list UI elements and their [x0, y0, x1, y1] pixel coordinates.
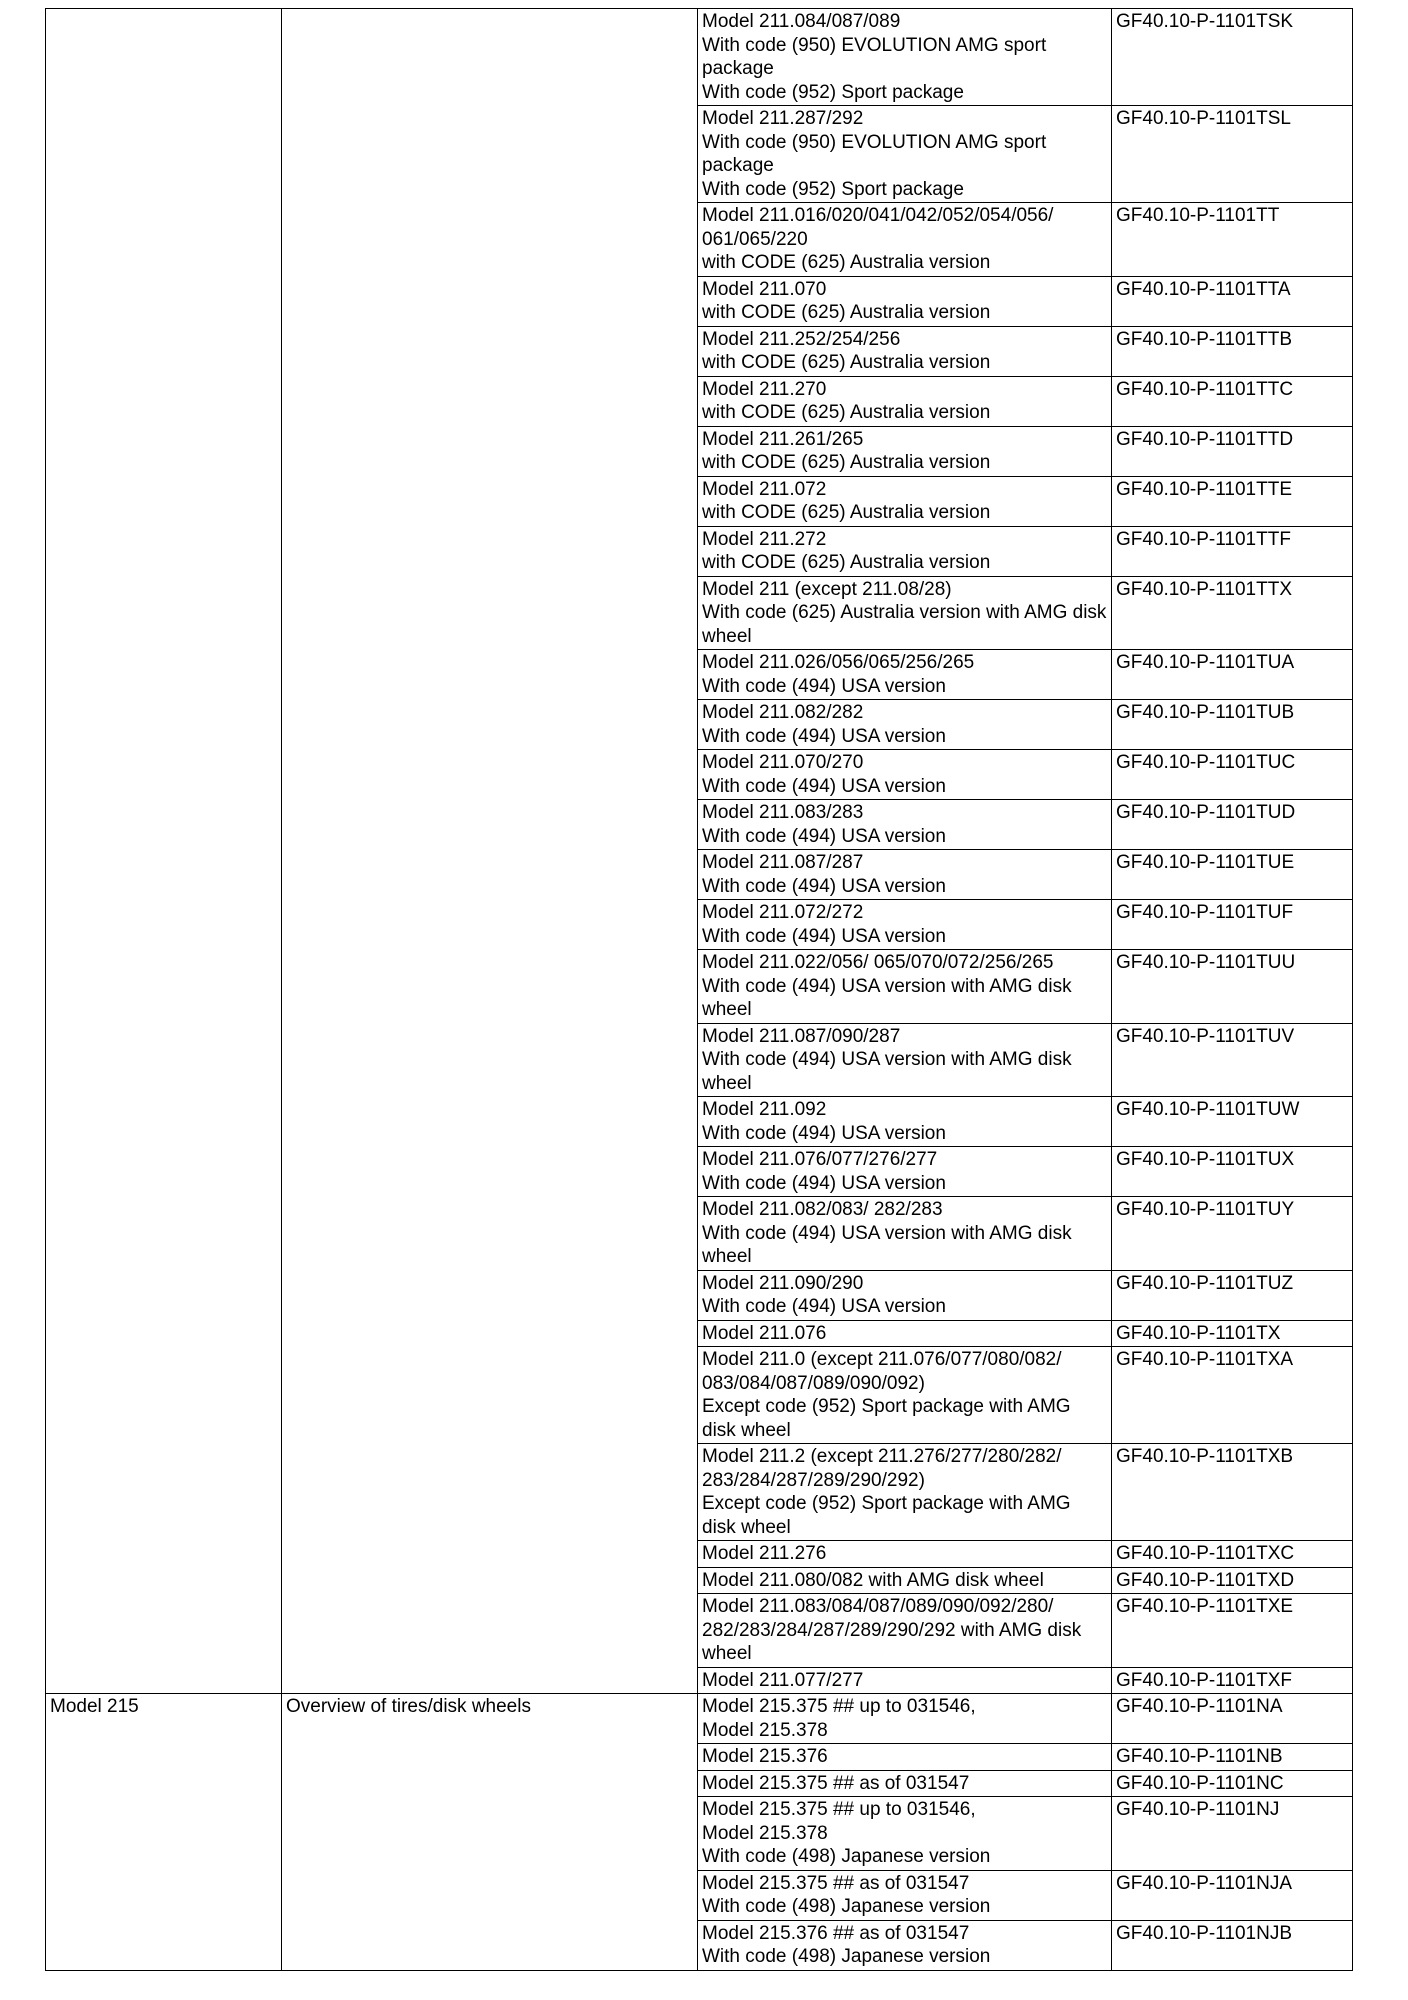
document-number: GF40.10-P-1101TUU	[1116, 952, 1296, 973]
document-number-cell	[1112, 106, 1353, 203]
document-number: GF40.10-P-1101TSL	[1116, 108, 1291, 129]
document-number: GF40.10-P-1101TXF	[1116, 1669, 1293, 1691]
model-variant-line: Model 211.083/283	[702, 802, 864, 823]
model-variant-cell	[698, 900, 1112, 950]
model-variant-line: With code (494) USA version	[702, 725, 946, 747]
model-variant-line: With code (494) USA version	[702, 1172, 946, 1194]
document-number: GF40.10-P-1101TTD	[1116, 428, 1294, 450]
model-variant-line: Model 211.083/084/087/089/090/092/280/ 282/283/284/287/289/290/292 with AMG disk wheel	[702, 1596, 1082, 1664]
model-variant-line: Model 211.0 (except 211.076/077/080/082/ 083/084/087/089/090/092)	[702, 1349, 1062, 1394]
document-number: GF40.10-P-1101TUC	[1116, 752, 1296, 773]
model-variant-line: Model 211.080/082 with AMG disk wheel	[702, 1569, 1044, 1591]
model-variant-line: Except code (952) Sport package with AMG disk wheel	[702, 1396, 1071, 1441]
document-number: GF40.10-P-1101TXE	[1116, 1596, 1294, 1617]
model-variant-line: With code (494) USA version with AMG disk wheel	[702, 975, 1072, 1020]
model-variant-cell	[698, 1920, 1112, 1970]
document-number-cell	[1112, 376, 1353, 426]
model-variant-line: Model 211.287/292	[702, 108, 864, 129]
document-number-cell	[1112, 326, 1353, 376]
document-number-cell	[1112, 1444, 1353, 1541]
model-variant-line: Except code (952) Sport package with AMG disk wheel	[702, 1493, 1071, 1538]
document-number-cell	[1112, 1197, 1353, 1271]
document-number-cell	[1112, 1667, 1353, 1694]
model-variant-line: Model 215.375 ## as of 031547	[702, 1872, 970, 1894]
model-variant-line: Model 211.2 (except 211.276/277/280/282/ 283/284/287/289/290/292)	[702, 1446, 1062, 1491]
model-variant-line: Model 211.092	[702, 1099, 827, 1120]
document-number: GF40.10-P-1101NA	[1116, 1696, 1283, 1717]
document-number: GF40.10-P-1101NJ	[1116, 1799, 1280, 1820]
model-variant-line: Model 211.276	[702, 1543, 827, 1564]
model-variant-line: With code (498) Japanese version	[702, 1846, 991, 1867]
model-variant-line: Model 215.378	[702, 1822, 828, 1844]
model-variant-line: Model 211.072	[702, 478, 827, 500]
document-number: GF40.10-P-1101TUB	[1116, 702, 1295, 723]
model-variant-line: Model 215.376	[702, 1746, 828, 1767]
model-variant-cell	[698, 1594, 1112, 1668]
description-text: Overview of tires/disk wheels	[286, 1696, 531, 1717]
model-variant-cell	[698, 1147, 1112, 1197]
model-variant-cell	[698, 276, 1112, 326]
model-variant-cell	[698, 800, 1112, 850]
document-number: GF40.10-P-1101TTE	[1116, 478, 1293, 500]
document-number-cell	[1112, 1920, 1353, 1970]
document-number-cell	[1112, 1770, 1353, 1797]
document-number-cell	[1112, 1594, 1353, 1668]
document-number-cell	[1112, 1023, 1353, 1097]
model-variant-line: with CODE (625) Australia version	[702, 452, 991, 473]
model-variant-line: Model 211.090/290	[702, 1272, 864, 1294]
model-variant-line: Model 211.082/083/ 282/283	[702, 1199, 943, 1220]
model-variant-line: Model 211.087/090/287	[702, 1025, 901, 1047]
model-variant-line: Model 211.261/265	[702, 428, 864, 450]
document-number: GF40.10-P-1101TUY	[1116, 1199, 1295, 1220]
model-variant-cell	[698, 950, 1112, 1024]
model-variant-line: Model 215.378	[702, 1719, 828, 1741]
document-number: GF40.10-P-1101TXA	[1116, 1349, 1294, 1370]
model-variant-cell	[698, 1667, 1112, 1694]
document-number-cell	[1112, 203, 1353, 277]
document-number-cell	[1112, 1097, 1353, 1147]
model-variant-cell	[698, 106, 1112, 203]
model-variant-line: Model 215.375 ## up to 031546,	[702, 1799, 976, 1820]
document-number-cell	[1112, 1541, 1353, 1568]
document-number-cell	[1112, 1694, 1353, 1744]
model-variant-cell	[698, 1797, 1112, 1871]
model-variant-line: Model 211.070	[702, 278, 827, 300]
model-variant-line: Model 211.076/077/276/277	[702, 1149, 938, 1170]
document-number-cell	[1112, 1270, 1353, 1320]
model-variant-line: Model 215.375 ## as of 031547	[702, 1772, 970, 1794]
document-number: GF40.10-P-1101TTA	[1116, 278, 1291, 300]
document-number: GF40.10-P-1101TUV	[1116, 1025, 1295, 1047]
document-table	[45, 8, 1353, 1971]
document-number-cell	[1112, 1797, 1353, 1871]
model-variant-line: Model 211.270	[702, 378, 827, 400]
document-number: GF40.10-P-1101TUX	[1116, 1149, 1295, 1170]
document-number: GF40.10-P-1101TT	[1116, 205, 1280, 226]
document-number: GF40.10-P-1101TUZ	[1116, 1272, 1294, 1294]
document-number: GF40.10-P-1101TXD	[1116, 1569, 1295, 1591]
model-variant-line: Model 211.084/087/089	[702, 11, 901, 32]
model-variant-line: Model 211.070/270	[702, 752, 864, 773]
model-variant-line: Model 211.252/254/256	[702, 328, 901, 350]
model-variant-cell	[698, 1097, 1112, 1147]
document-number-cell	[1112, 1744, 1353, 1771]
model-variant-line: With code (494) USA version	[702, 1122, 946, 1144]
document-number: GF40.10-P-1101TTF	[1116, 528, 1291, 550]
model-name: Model 215	[50, 1696, 139, 1717]
document-number: GF40.10-P-1101TSK	[1116, 11, 1294, 32]
document-number-cell	[1112, 526, 1353, 576]
document-number: GF40.10-P-1101NB	[1116, 1746, 1283, 1767]
model-variant-line: Model 211.077/277	[702, 1669, 864, 1691]
model-variant-line: With code (494) USA version	[702, 875, 946, 897]
model-variant-line: with CODE (625) Australia version	[702, 352, 991, 373]
model-variant-cell	[698, 326, 1112, 376]
model-variant-line: Model 211.076	[702, 1322, 827, 1344]
model-variant-cell	[698, 526, 1112, 576]
document-number: GF40.10-P-1101TX	[1116, 1322, 1281, 1344]
document-number-cell	[1112, 1320, 1353, 1347]
model-variant-cell	[698, 750, 1112, 800]
model-variant-cell	[698, 426, 1112, 476]
model-variant-line: with CODE (625) Australia version	[702, 502, 991, 523]
model-variant-line: With code (494) USA version	[702, 775, 946, 797]
model-variant-line: Model 215.376 ## as of 031547	[702, 1922, 970, 1944]
document-number-cell	[1112, 950, 1353, 1024]
document-number-cell	[1112, 476, 1353, 526]
document-number-cell	[1112, 700, 1353, 750]
model-variant-cell	[698, 1744, 1112, 1771]
model-variant-cell	[698, 1320, 1112, 1347]
document-number-cell	[1112, 1870, 1353, 1920]
model-variant-cell	[698, 576, 1112, 650]
document-number-cell	[1112, 576, 1353, 650]
model-variant-cell	[698, 476, 1112, 526]
model-variant-line: With code (498) Japanese version	[702, 1896, 991, 1917]
model-variant-cell	[698, 850, 1112, 900]
document-number: GF40.10-P-1101NC	[1116, 1772, 1284, 1794]
model-variant-line: Model 215.375 ## up to 031546,	[702, 1696, 976, 1717]
model-variant-line: With code (498) Japanese version	[702, 1946, 991, 1967]
model-variant-line: Model 211.087/287	[702, 852, 864, 873]
model-cell-empty	[46, 9, 282, 1694]
model-variant-line: Model 211.072/272	[702, 902, 864, 923]
document-number-cell	[1112, 800, 1353, 850]
model-variant-line: With code (952) Sport package	[702, 178, 964, 200]
document-number-cell	[1112, 426, 1353, 476]
model-variant-line: Model 211.022/056/ 065/070/072/256/265	[702, 952, 1054, 973]
model-variant-cell	[698, 1347, 1112, 1444]
document-number-cell	[1112, 9, 1353, 106]
model-variant-line: With code (494) USA version with AMG disk wheel	[702, 1222, 1072, 1267]
model-variant-line: With code (494) USA version	[702, 825, 946, 847]
model-variant-cell	[698, 1197, 1112, 1271]
model-variant-cell	[698, 1541, 1112, 1568]
document-number: GF40.10-P-1101NJA	[1116, 1872, 1293, 1894]
document-number: GF40.10-P-1101TTB	[1116, 328, 1293, 350]
model-variant-line: Model 211.272	[702, 528, 827, 550]
model-variant-cell	[698, 1694, 1112, 1744]
document-number-cell	[1112, 750, 1353, 800]
model-variant-line: With code (494) USA version	[702, 925, 946, 947]
document-number: GF40.10-P-1101TTX	[1116, 578, 1293, 600]
document-number-cell	[1112, 900, 1353, 950]
model-variant-cell	[698, 1567, 1112, 1594]
document-number-cell	[1112, 1147, 1353, 1197]
model-variant-line: With code (950) EVOLUTION AMG sport package	[702, 131, 1047, 176]
document-number: GF40.10-P-1101TUW	[1116, 1099, 1300, 1120]
table-row	[46, 1694, 1353, 1744]
model-variant-cell	[698, 1270, 1112, 1320]
model-variant-line: with CODE (625) Australia version	[702, 252, 991, 273]
document-number: GF40.10-P-1101TXB	[1116, 1446, 1294, 1467]
table-body	[46, 9, 1353, 1971]
document-number-cell	[1112, 1567, 1353, 1594]
model-cell	[46, 1694, 282, 1971]
description-cell-empty	[282, 9, 698, 1694]
model-variant-cell	[698, 1870, 1112, 1920]
model-variant-line: with CODE (625) Australia version	[702, 302, 991, 323]
document-number: GF40.10-P-1101TUD	[1116, 802, 1296, 823]
document-number: GF40.10-P-1101NJB	[1116, 1922, 1293, 1944]
model-variant-cell	[698, 376, 1112, 426]
document-number-cell	[1112, 650, 1353, 700]
document-number: GF40.10-P-1101TUF	[1116, 902, 1294, 923]
document-number: GF40.10-P-1101TUA	[1116, 652, 1295, 673]
model-variant-line: Model 211.026/056/065/256/265	[702, 652, 975, 673]
document-number-cell	[1112, 850, 1353, 900]
model-variant-line: Model 211.082/282	[702, 702, 864, 723]
model-variant-cell	[698, 1770, 1112, 1797]
model-variant-line: Model 211 (except 211.08/28)	[702, 578, 952, 600]
table-row	[46, 9, 1353, 106]
document-number-cell	[1112, 1347, 1353, 1444]
model-variant-cell	[698, 1444, 1112, 1541]
model-variant-line: With code (952) Sport package	[702, 81, 964, 103]
model-variant-line: Model 211.016/020/041/042/052/054/056/ 061/065/220	[702, 205, 1054, 250]
model-variant-cell	[698, 9, 1112, 106]
model-variant-line: with CODE (625) Australia version	[702, 552, 991, 573]
document-number: GF40.10-P-1101TXC	[1116, 1543, 1295, 1564]
model-variant-line: with CODE (625) Australia version	[702, 402, 991, 423]
model-variant-line: With code (494) USA version	[702, 675, 946, 697]
model-variant-line: With code (494) USA version	[702, 1296, 946, 1317]
document-number: GF40.10-P-1101TTC	[1116, 378, 1294, 400]
model-variant-line: With code (494) USA version with AMG disk wheel	[702, 1049, 1072, 1094]
model-variant-cell	[698, 650, 1112, 700]
model-variant-cell	[698, 700, 1112, 750]
document-number: GF40.10-P-1101TUE	[1116, 852, 1295, 873]
model-variant-line: With code (950) EVOLUTION AMG sport package	[702, 34, 1047, 79]
description-cell	[282, 1694, 698, 1971]
model-variant-cell	[698, 203, 1112, 277]
model-variant-line: With code (625) Australia version with AMG disk wheel	[702, 602, 1107, 647]
document-number-cell	[1112, 276, 1353, 326]
model-variant-cell	[698, 1023, 1112, 1097]
